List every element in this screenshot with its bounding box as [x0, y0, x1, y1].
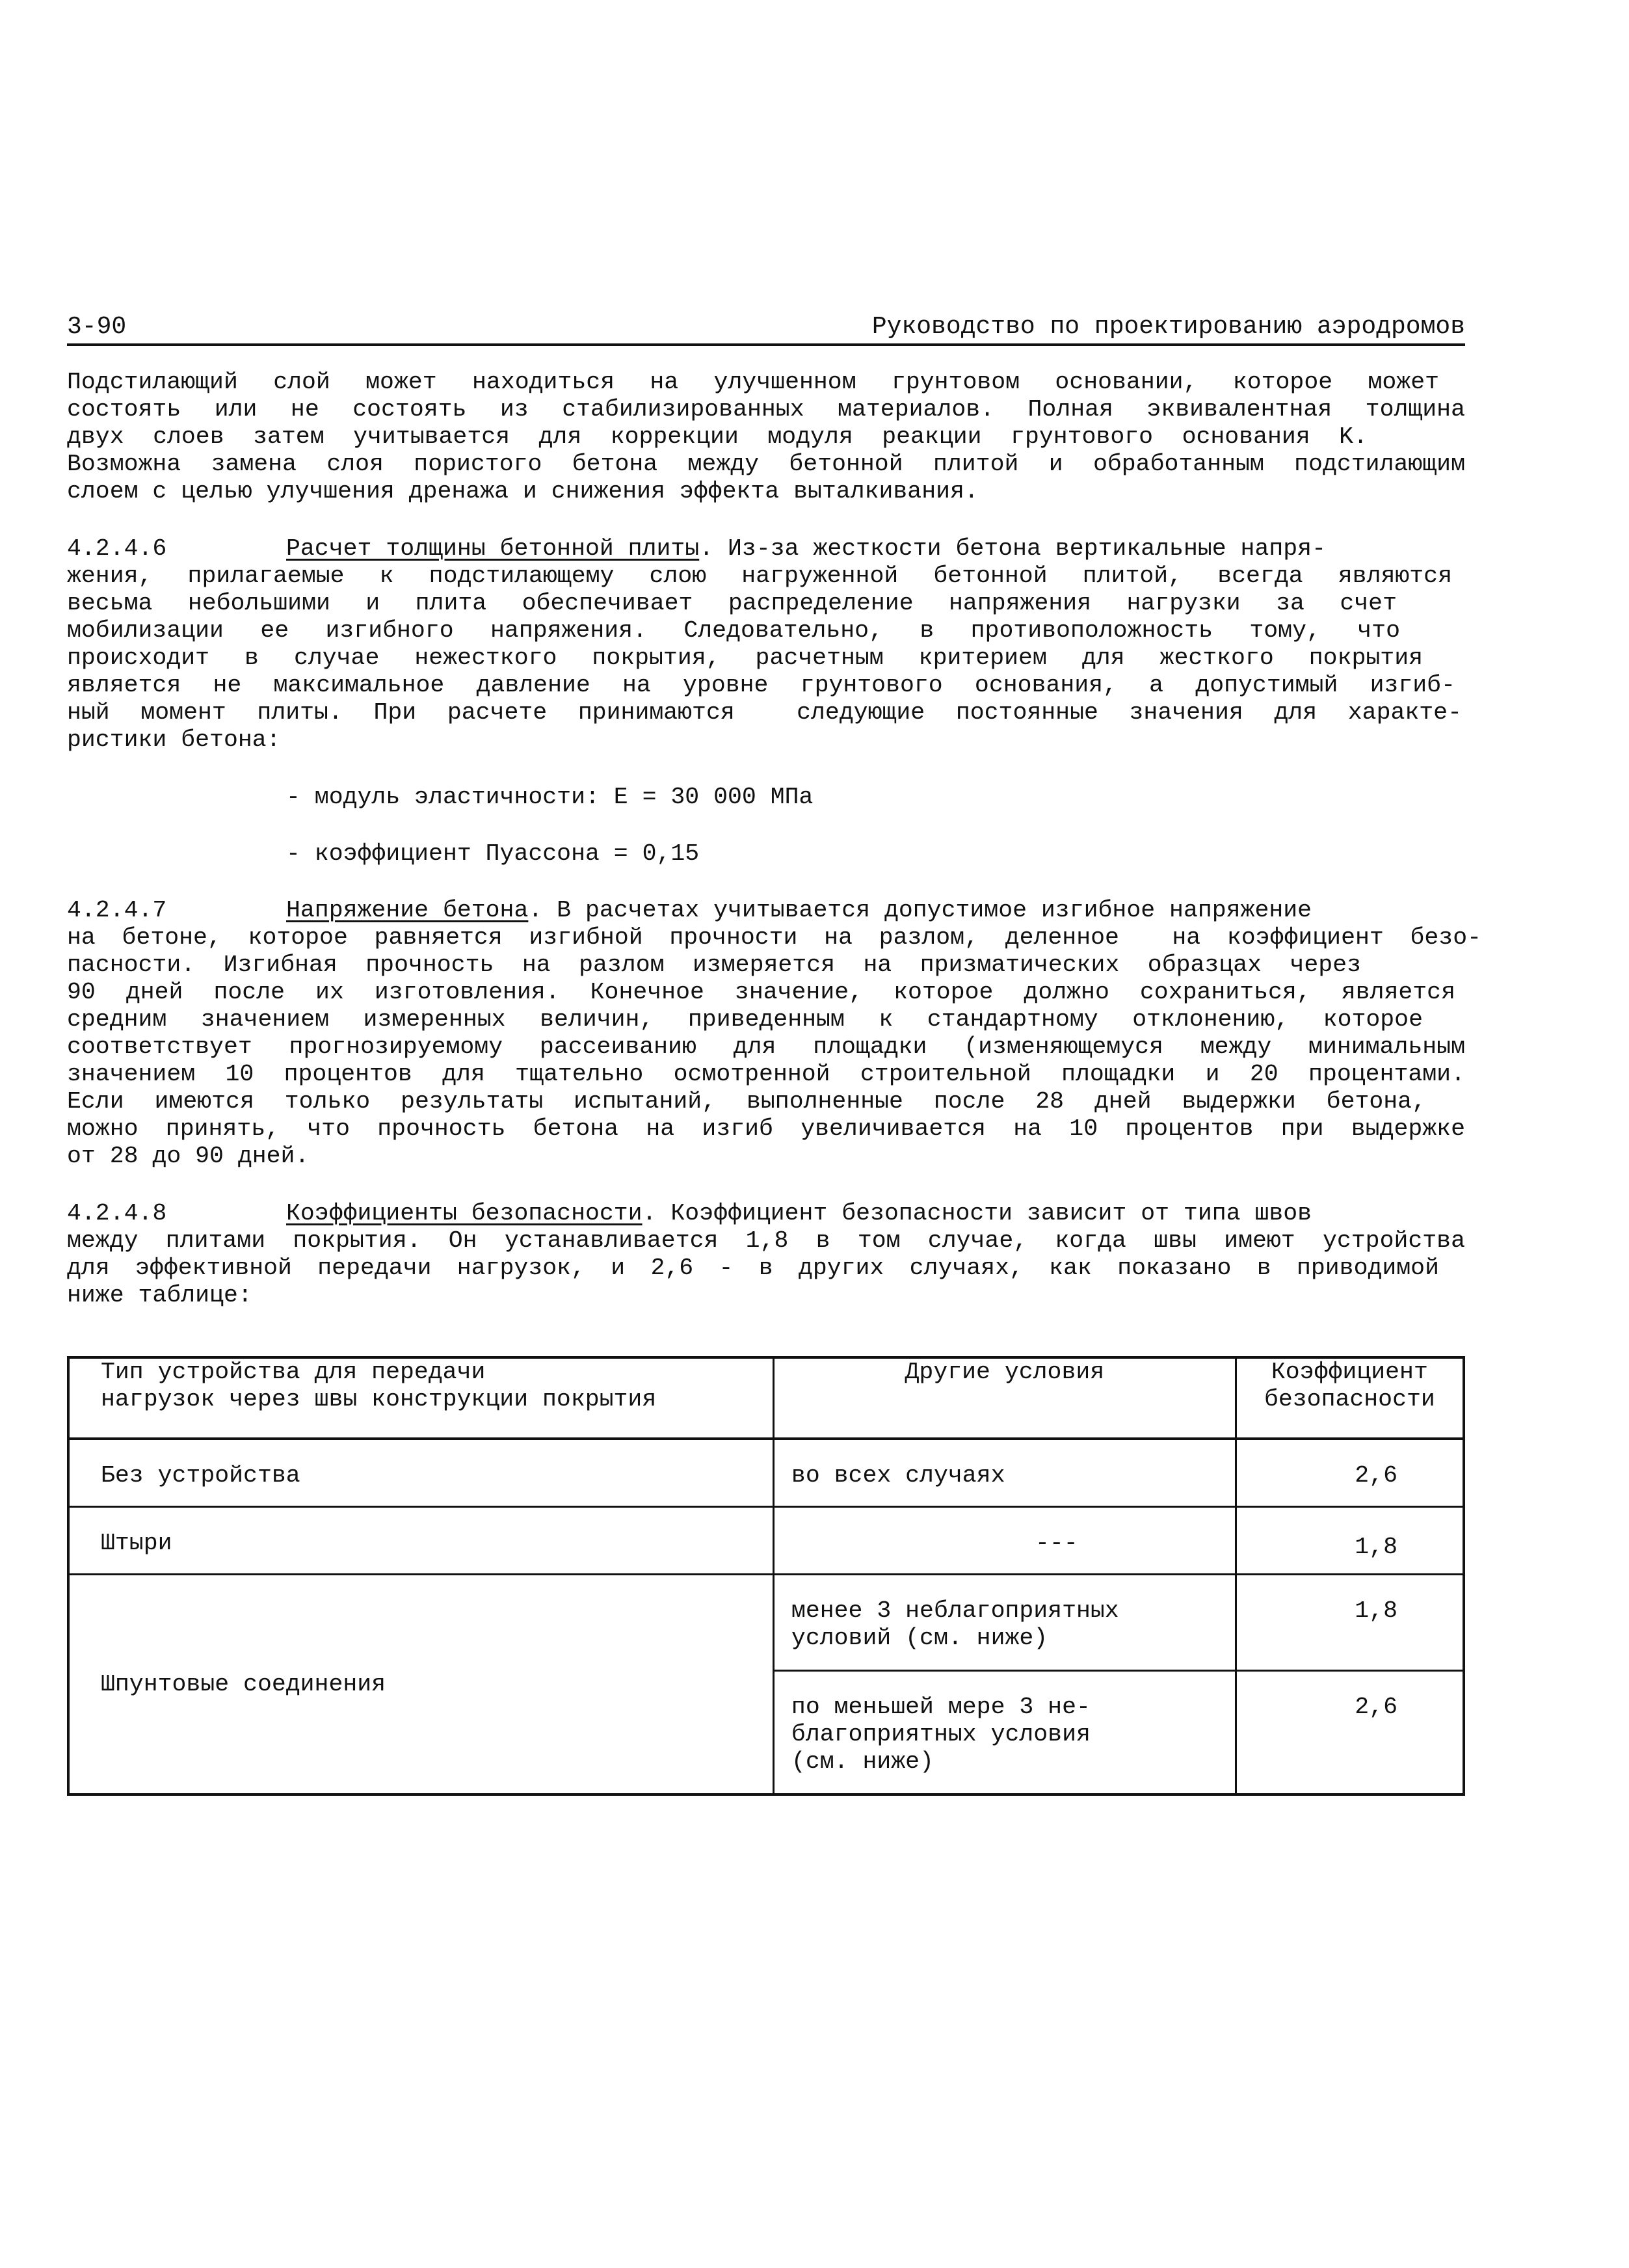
text-line: . В расчетах учитывается допустимое изгибное напряжение — [528, 897, 1312, 924]
cell-factor: 1,8 — [1236, 1575, 1464, 1670]
text-line: жения, прилагаемые к подстилающему слою нагруженной бетонной плитой, всегда являются — [67, 563, 1452, 589]
cell-condition: --- — [773, 1507, 1236, 1575]
cell-factor: 2,6 — [1236, 1670, 1464, 1794]
cell-factor: 1,8 — [1236, 1507, 1464, 1575]
page-header — [67, 311, 1465, 346]
header-text: Другие условия — [905, 1359, 1105, 1385]
section-first-line — [286, 897, 1312, 924]
text-line: для эффективной передачи нагрузок, и 2,6 - в других случаях, как показано в приводимой — [67, 1255, 1439, 1281]
text-line: значением 10 процентов для тщательно осмотренной строительной площадки и 20 процентами. — [67, 1061, 1465, 1087]
section-first-line — [286, 1200, 1312, 1227]
section-first-line — [286, 535, 1326, 563]
section-number: 4.2.4.8 — [67, 1200, 167, 1227]
cell-factor: 2,6 — [1236, 1439, 1464, 1506]
text-line: . Коэффициент безопасности зависит от типа швов — [642, 1200, 1312, 1227]
text-line: от 28 до 90 дней. — [67, 1143, 310, 1169]
cell-device-type: Штыри — [68, 1507, 773, 1575]
cell-condition: во всех случаях — [773, 1439, 1236, 1506]
header-device-type — [68, 1357, 773, 1439]
text-line: Подстилающий слой может находиться на улучшенном грунтовом основании, которое может — [67, 369, 1439, 395]
text-line: Возможна замена слоя пористого бетона между бетонной плитой и обработанным подстилающим — [67, 451, 1465, 477]
text-line: происходит в случае нежесткого покрытия, расчетным критерием для жесткого покрытия — [67, 645, 1423, 671]
text-line: двух слоев затем учитывается для коррекции модуля реакции грунтового основания K. — [67, 423, 1368, 450]
safety-factor-table — [67, 1356, 1465, 1796]
condition-text: менее 3 неблагоприятных — [791, 1597, 1119, 1625]
text-line: соответствует прогнозируемому рассеиванию для площадки (изменяющемуся между минимальным — [67, 1034, 1465, 1060]
text-line: пасности. Изгибная прочность на разлом измеряется на призматических образцах через — [67, 952, 1361, 978]
header-text: нагрузок через швы конструкции покрытия — [101, 1386, 657, 1413]
cell-condition — [773, 1575, 1236, 1670]
header-safety-factor — [1236, 1357, 1464, 1439]
text-line: . Из-за жесткости бетона вертикальные напря- — [699, 535, 1326, 562]
cell-device-type: Без устройства — [68, 1439, 773, 1506]
text-line: мобилизации ее изгибного напряжения. Следовательно, в противоположность тому, что — [67, 617, 1400, 644]
text-line: ниже таблице: — [67, 1282, 252, 1309]
condition-text: (см. ниже) — [791, 1748, 934, 1775]
running-title: Руководство по проектированию аэродромов — [871, 313, 1465, 341]
text-line: на бетоне, которое равняется изгибной прочности на разлом, деленное на коэффициент безо- — [67, 924, 1481, 951]
cell-device-type: Шпунтовые соединения — [68, 1575, 773, 1794]
text-line: ный момент плиты. При расчете принимаются следующие постоянные значения для характе- — [67, 699, 1462, 726]
text-line: между плитами покрытия. Он устанавливается 1,8 в том случае, когда швы имеют устройства — [67, 1227, 1465, 1254]
header-text: Тип устройства для передачи — [101, 1359, 486, 1385]
table-row — [68, 1439, 1464, 1506]
condition-text: условий (см. ниже) — [791, 1625, 1048, 1652]
text-line: слоем с целью улучшения дренажа и снижения эффекта выталкивания. — [67, 478, 979, 505]
header-other-conditions — [773, 1357, 1236, 1439]
text-line: можно принять, что прочность бетона на изгиб увеличивается на 10 процентов при выдержке — [67, 1115, 1465, 1142]
bullet-item: - коэффициент Пуассона = 0,15 — [286, 840, 700, 867]
condition-text: благоприятных условия — [791, 1720, 1091, 1748]
header-text: Коэффициент — [1271, 1359, 1428, 1385]
text-line: ристики бетона: — [67, 727, 281, 753]
section-heading: Коэффициенты безопасности — [286, 1200, 642, 1227]
section-number: 4.2.4.6 — [67, 535, 167, 562]
text-line: Если имеются только результаты испытаний, выполненные после 28 дней выдержки бетона, — [67, 1088, 1426, 1115]
cell-condition — [773, 1670, 1236, 1794]
section-number: 4.2.4.7 — [67, 897, 167, 924]
text-line: средним значением измеренных величин, приведенным к стандартному отклонению, которое — [67, 1006, 1423, 1033]
condition-text: по меньшей мере 3 не- — [791, 1693, 1091, 1720]
table-row — [68, 1575, 1464, 1670]
section-heading: Расчет толщины бетонной плиты — [286, 535, 700, 562]
text-line: 90 дней после их изготовления. Конечное значение, которое должно сохраниться, является — [67, 979, 1455, 1006]
page-number: 3-90 — [67, 313, 127, 341]
text-line: весьма небольшими и плита обеспечивает распределение напряжения нагрузки за счет — [67, 590, 1397, 617]
text-line: является не максимальное давление на уровне грунтового основания, а допустимый изгиб- — [67, 672, 1455, 699]
bullet-item: - модуль эластичности: E = 30 000 МПа — [286, 784, 814, 810]
table-header-row — [68, 1357, 1464, 1439]
text-line: состоять или не состоять из стабилизированных материалов. Полная эквивалентная толщина — [67, 396, 1465, 423]
header-text: безопасности — [1264, 1386, 1435, 1413]
section-heading: Напряжение бетона — [286, 897, 529, 924]
table-row — [68, 1507, 1464, 1575]
